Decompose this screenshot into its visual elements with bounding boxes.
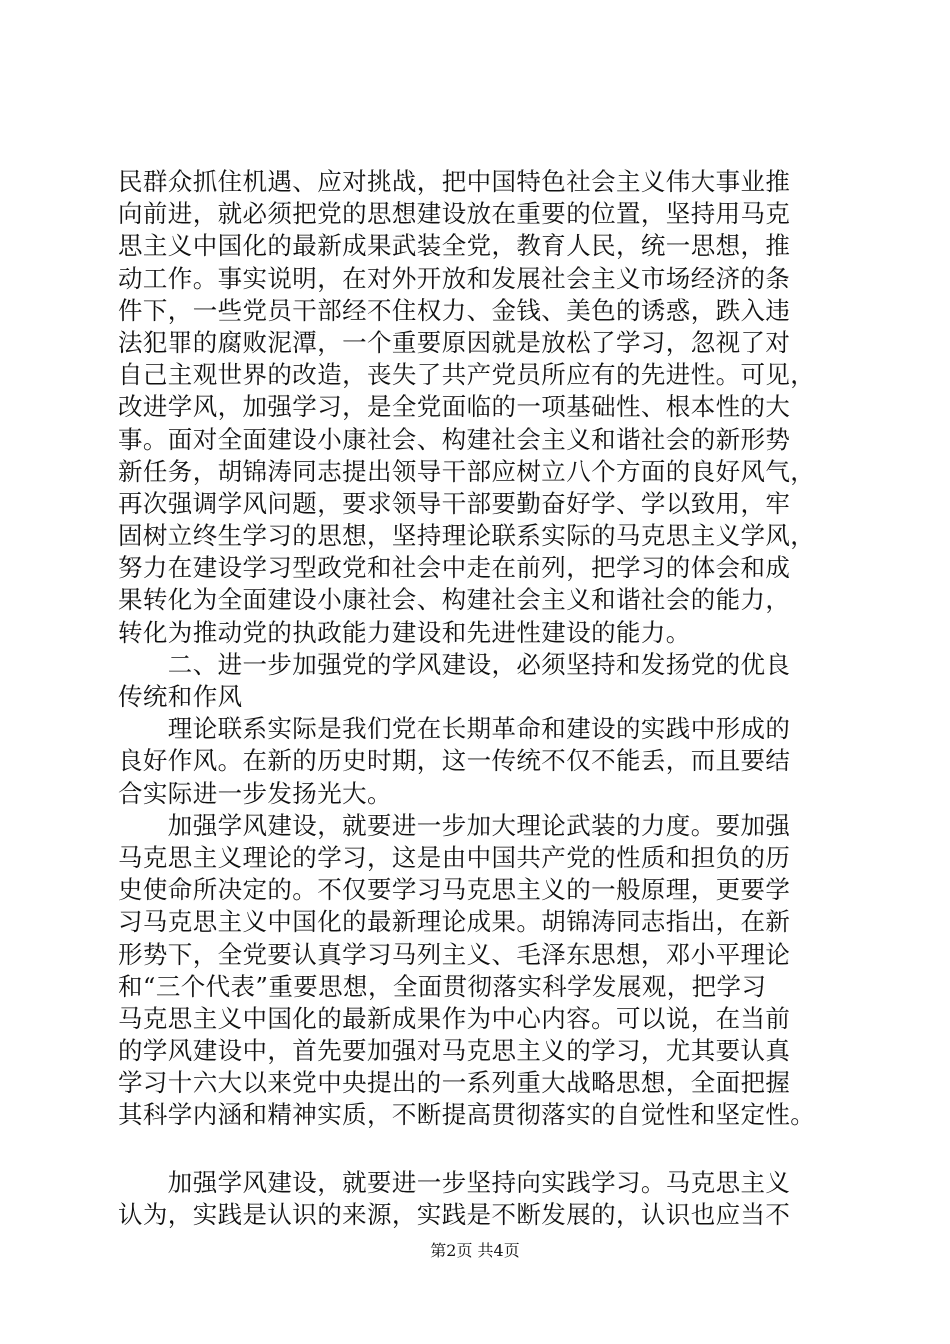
text-line: 民群众抓住机遇、应对挑战，把中国特色社会主义伟大事业推 bbox=[118, 167, 791, 196]
text-line: 的学风建设中，首先要加强对马克思主义的学习，尤其要认真 bbox=[118, 1036, 791, 1066]
document-body bbox=[118, 166, 840, 1231]
text-line: 努力在建设学习型政党和社会中走在前列，把学习的体会和成 bbox=[118, 553, 791, 583]
text-line: 再次强调学风问题，要求领导干部要勤奋好学、学以致用，牢 bbox=[118, 488, 791, 518]
text-line: 转化为推动党的执政能力建设和先进性建设的能力。 bbox=[118, 617, 691, 647]
text-line: 新任务，胡锦涛同志提出领导干部应树立八个方面的良好风气， bbox=[118, 456, 816, 486]
text-line: 向前进，就必须把党的思想建设放在重要的位置，坚持用马克 bbox=[118, 199, 791, 229]
text-line: 其科学内涵和精神实质，不断提高贯彻落实的自觉性和坚定性。 bbox=[118, 1100, 816, 1130]
text-line: 合实际进一步发扬光大。 bbox=[118, 778, 392, 808]
text-line: 形势下，全党要认真学习马列主义、毛泽东思想，邓小平理论 bbox=[118, 939, 791, 969]
text-line: 理论联系实际是我们党在长期革命和建设的实践中形成的 bbox=[118, 714, 791, 744]
text-line: 史使命所决定的。不仅要学习马克思主义的一般原理，更要学 bbox=[118, 875, 791, 905]
text-line: 马克思主义理论的学习，这是由中国共产党的性质和担负的历 bbox=[118, 842, 791, 872]
page-footer bbox=[0, 1238, 950, 1261]
text-line: 良好作风。在新的历史时期，这一传统不仅不能丢，而且要结 bbox=[118, 746, 791, 776]
text-line: 传统和作风 bbox=[118, 682, 243, 711]
text-line: 习马克思主义中国化的最新理论成果。胡锦涛同志指出，在新 bbox=[118, 907, 791, 937]
text-line: 认为，实践是认识的来源，实践是不断发展的，认识也应当不 bbox=[118, 1199, 791, 1229]
text-line: 二、进一步加强党的学风建设，必须坚持和发扬党的优良 bbox=[118, 649, 791, 679]
text-line: 和“三个代表”重要思想，全面贯彻落实科学发展观，把学习 bbox=[118, 971, 767, 1001]
text-line: 马克思主义中国化的最新成果作为中心内容。可以说，在当前 bbox=[118, 1003, 791, 1033]
text-line: 固树立终生学习的思想，坚持理论联系实际的马克思主义学风， bbox=[118, 521, 816, 551]
text-line: 事。面对全面建设小康社会、构建社会主义和谐社会的新形势 bbox=[118, 424, 791, 454]
page-number-label: 第2页 共4页 bbox=[430, 1241, 520, 1260]
text-line: 学习十六大以来党中央提出的一系列重大战略思想，全面把握 bbox=[118, 1068, 791, 1098]
paragraph-gap bbox=[118, 1132, 840, 1167]
text-line: 动工作。事实说明，在对外开放和发展社会主义市场经济的条 bbox=[118, 263, 791, 293]
text-line: 自己主观世界的改造，丧失了共产党员所应有的先进性。可见， bbox=[118, 360, 816, 390]
text-line: 加强学风建设，就要进一步坚持向实践学习。马克思主义 bbox=[118, 1167, 791, 1197]
text-line: 件下，一些党员干部经不住权力、金钱、美色的诱惑，跌入违 bbox=[118, 295, 791, 325]
text-line: 果转化为全面建设小康社会、构建社会主义和谐社会的能力， bbox=[118, 585, 791, 615]
text-line: 加强学风建设，就要进一步加大理论武装的力度。要加强 bbox=[118, 810, 791, 840]
text-line: 思主义中国化的最新成果武装全党，教育人民，统一思想，推 bbox=[118, 231, 791, 261]
text-line: 改进学风，加强学习，是全党面临的一项基础性、根本性的大 bbox=[118, 392, 791, 422]
text-line: 法犯罪的腐败泥潭，一个重要原因就是放松了学习，忽视了对 bbox=[118, 327, 791, 357]
